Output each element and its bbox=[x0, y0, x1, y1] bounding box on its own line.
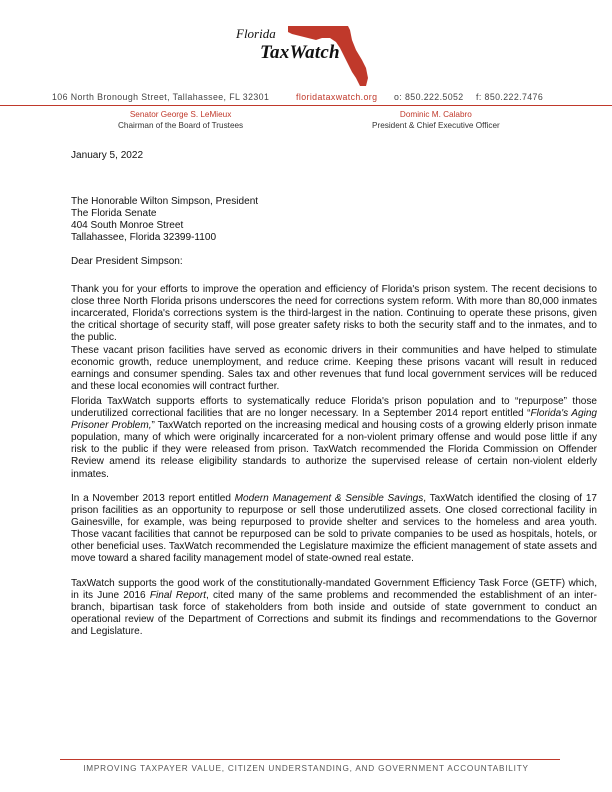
website-link[interactable]: floridataxwatch.org bbox=[296, 92, 378, 102]
paragraph-3-text-a: Florida TaxWatch supports efforts to systematically reduce Florida's prison population and to “repurpose” those underutilized correctional facilities that are no longer necessary. In a September 2014 report entitled “ bbox=[71, 396, 597, 420]
paragraph-2: These vacant prison facilities have served as economic drivers in their communities and have helped to stimulate economic growth, reduce unemployment, and reduce crime. Keeping these prisons vacant will result in reduced earnings and consumer spending. Sales tax and other revenues that fund local government services will be reduced and these local economies will contract further. bbox=[71, 345, 597, 393]
recipient-line: The Honorable Wilton Simpson, President bbox=[71, 196, 259, 207]
footer-divider bbox=[60, 759, 560, 760]
header-divider bbox=[0, 105, 612, 106]
recipient-address bbox=[71, 196, 597, 244]
president-title: President & Chief Executive Officer bbox=[372, 121, 500, 130]
chairman-title: Chairman of the Board of Trustees bbox=[118, 121, 244, 130]
phone-number: o: 850.222.5052 bbox=[394, 92, 464, 102]
paragraph-4-text-b: , TaxWatch identified the closing of 17 prison facilities as an opportunity to repurpose or sell those underutilized assets. One closed correctional facility in Gainesville, for example, was being repurposed to provide shelter and services to the homeless and area youth. Those vacant facilities that cannot be repurposed can be sold to private companies to be used as hospitals, hotels, or other beneficial uses. TaxWatch recommended the Legislature maximize the efficient management of state assets and move toward a shared facility management model of state-owned real estate. bbox=[71, 493, 597, 565]
footer-tagline: IMPROVING TAXPAYER VALUE, CITIZEN UNDERSTANDING, AND GOVERNMENT ACCOUNTABILITY bbox=[83, 764, 529, 773]
chairman-block bbox=[118, 110, 243, 130]
president-block bbox=[372, 110, 500, 130]
paragraph-3 bbox=[71, 396, 597, 481]
paragraph-1: Thank you for your efforts to improve the operation and efficiency of Florida's prison system. The recent decisions to close three North Florida prisons underscores the need for corrections system reform. With more than 80,000 inmates incarcerated, Florida's corrections system is the third-largest in the nation. Continuing to operate these prisons, given the critical shortage of security staff, will pose greater safety risks to both the security staff and to the inmates, and to the public. bbox=[71, 284, 597, 344]
chairman-name: Senator George S. LeMieux bbox=[129, 110, 232, 119]
logo-text-florida: Florida bbox=[236, 26, 276, 41]
recipient-line: 404 South Monroe Street bbox=[71, 220, 184, 232]
salutation: Dear President Simpson: bbox=[71, 256, 183, 267]
report-title-aging-prisoner: Florida's Aging Prisoner Problem, bbox=[71, 408, 597, 432]
letter-date: January 5, 2022 bbox=[71, 150, 144, 161]
recipient-line: Tallahassee, Florida 32399-1100 bbox=[71, 232, 217, 244]
paragraph-3-text-b: ” TaxWatch reported on the increasing medical and housing costs of a growing elderly prison inmate population, many of which were originally incarcerated for a non-violent primary offense and would pose little if any risk to the public if they were released from prison. TaxWatch recommended the Florida Commission on Offender Review amend its release eligibility standards to authorize the supervised release of certain non-violent elderly inmates. bbox=[71, 420, 597, 480]
florida-taxwatch-logo bbox=[236, 14, 376, 84]
recipient-line: The Florida Senate bbox=[71, 208, 157, 220]
paragraph-4 bbox=[71, 493, 597, 566]
paragraph-5 bbox=[71, 578, 597, 638]
report-title-modern-management: Modern Management & Sensible Savings bbox=[234, 493, 424, 504]
fax-number: f: 850.222.7476 bbox=[476, 92, 544, 102]
paragraph-5-text-a: TaxWatch supports the good work of the constitutionally-mandated Government Efficiency Task Force (GETF) which, in its June 2016 bbox=[71, 578, 597, 602]
president-name: Dominic M. Calabro bbox=[399, 110, 472, 119]
logo-text-taxwatch: TaxWatch bbox=[260, 42, 340, 63]
paragraph-4-text-a: In a November 2013 report entitled bbox=[71, 493, 235, 504]
street-address: 106 North Bronough Street, Tallahassee, FL 32301 bbox=[52, 92, 270, 102]
paragraph-5-text-b: , cited many of the same problems and recommended the establishment of an inter-branch, bipartisan task force of stakeholders from both inside and outside of state government to conduct an operational review of the Department of Corrections and submit its findings and recommendations to the Governor and Legislature. bbox=[71, 590, 597, 638]
report-title-final-report: Final Report bbox=[149, 590, 207, 602]
